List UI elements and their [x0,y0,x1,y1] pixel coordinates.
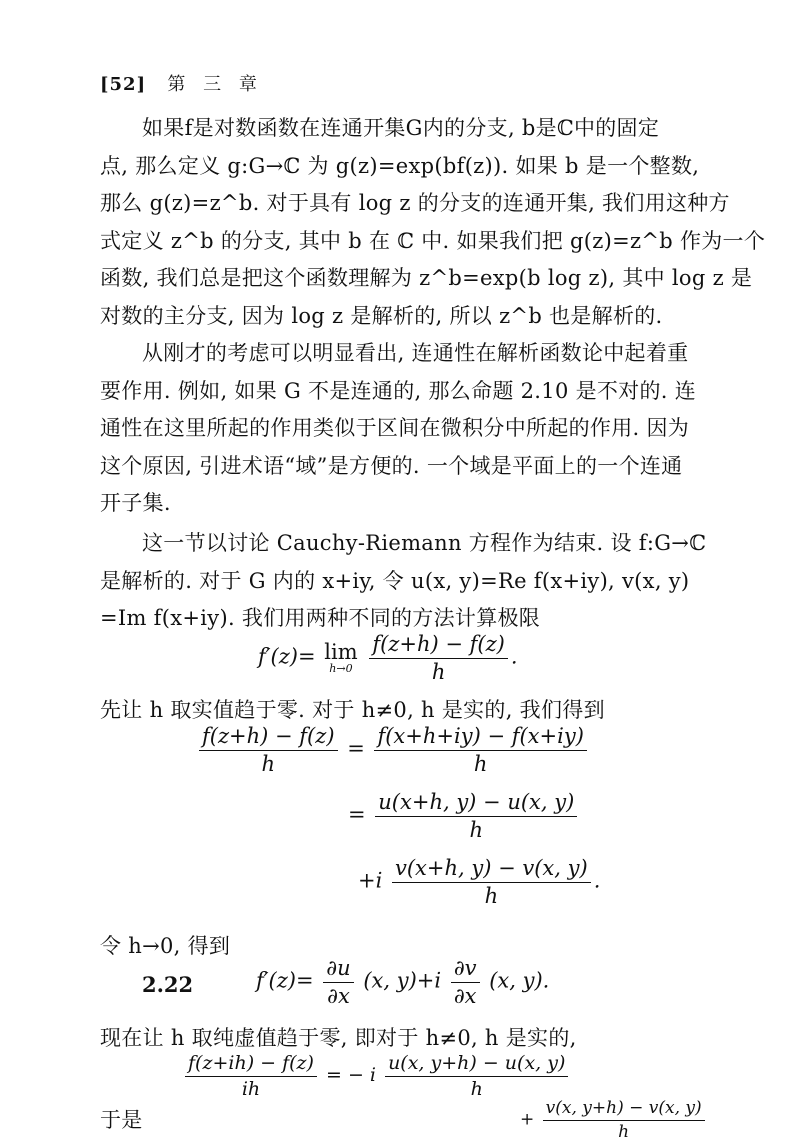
text-line: 先让 h 取实值趋于零. 对于 h≠0, h 是实的, 我们得到 [100,698,605,722]
text-line: =Im f(x+iy). 我们用两种不同的方法计算极限 [100,606,541,630]
cauchy-riemann-equation: f′(z)= $\frac{\partial u}{\partial x}$ (x, y)+i $\frac{\partial v}{\partial x}$ (x, y). [256,956,550,1008]
text-line: 开子集. [100,491,171,515]
imag-limit-equation: $\frac{f(z+ih) - f(z)}{ih}$ = − i $\frac{u(x, y+h) - u(x, y)}{h}$ [182,1052,571,1100]
page-header [100,70,263,96]
imag-limit-equation-line2: + $\frac{v(x, y+h) - v(x, y)}{h}$ [520,1098,708,1142]
page-number: [52] [100,74,147,95]
text-line: 点, 那么定义 g:G→ℂ 为 g(z)=exp(bf(z)). 如果 b 是一个整数, [100,154,700,178]
real-limit-equation-line2: = $\frac{u(x+h, y) - u(x, y)}{h}$ [348,790,580,842]
chapter-title: 第 三 章 [167,74,263,95]
text-line: 要作用. 例如, 如果 G 不是连通的, 那么命题 2.10 是不对的. 连 [100,379,697,403]
text-line: 令 h→0, 得到 [100,934,231,958]
text-line: 是解析的. 对于 G 内的 x+iy, 令 u(x, y)=Re f(x+iy), v(x, y) [100,569,690,593]
text-line: 式定义 z^b 的分支, 其中 b 在 ℂ 中. 如果我们把 g(z)=z^b 作为一个 [100,229,766,253]
text-line: 那么 g(z)=z^b. 对于具有 log z 的分支的连通开集, 我们用这种方 [100,191,730,215]
equation-number: 2.22 [142,972,194,997]
text-line: 从刚才的考虑可以明显看出, 连通性在解析函数论中起着重 [142,341,689,365]
real-limit-equation-line3: +i $\frac{v(x+h, y) - v(x, y)}{h}$ . [358,856,601,908]
text-line: 对数的主分支, 因为 log z 是解析的, 所以 z^b 也是解析的. [100,304,663,328]
limit-equation: f′(z)= lim h→0 $\frac{f(z+h) - f(z)}{h}$ . [258,632,518,684]
text-line: 这个原因, 引进术语“域”是方便的. 一个域是平面上的一个连通 [100,454,683,478]
text-line: 这一节以讨论 Cauchy-Riemann 方程作为结束. 设 f:G→ℂ [142,531,707,555]
text-line: 通性在这里所起的作用类似于区间在微积分中所起的作用. 因为 [100,416,690,440]
text-line: 现在让 h 取纯虚值趋于零, 即对于 h≠0, h 是实的, [100,1026,577,1050]
real-limit-equation: $\frac{f(z+h) - f(z)}{h}$ = $\frac{f(x+h+iy) - f(x+iy)}{h}$ [196,724,590,776]
text-line: 于是 [100,1108,143,1132]
text-line: 如果f是对数函数在连通开集G内的分支, b是ℂ中的固定 [142,116,660,140]
text-line: 函数, 我们总是把这个函数理解为 z^b=exp(b log z), 其中 log z 是 [100,266,753,290]
